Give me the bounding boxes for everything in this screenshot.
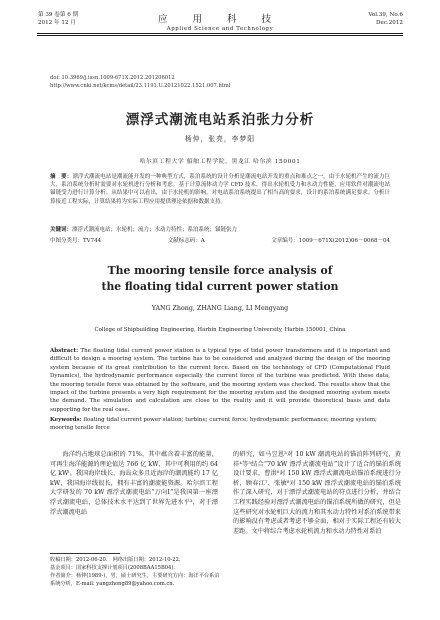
header-rule-thin (37, 35, 403, 36)
footnote-rule (50, 553, 120, 554)
classification-row (50, 236, 390, 244)
body-column-left: 海洋约占地球总面积的 71%，其中蕴含着丰富的能量，可再生海洋能源的理论值达 766 亿 kW，其中可利用的约 64 亿 kWⁱ。我国海岸线长、海岛众多且近海岸的潮流能约 17 亿 kW，我国海岸线很长，拥有丰富的潮流能资源。哈尔滨工程大学研发的 70 kW 漂浮式潮流电站“万向Ⅰ”是我国第一座漂浮式潮流电站，总体技术水平达到了世界先进水平²，对于漂浮式潮流电站 (50, 451, 218, 516)
abstract-en-label: Abstract: (50, 348, 79, 354)
document-code: 文献标志码：A (167, 238, 205, 244)
authors-en: YANG Zhong, ZHANG Liang, LI Mengyang (151, 305, 289, 312)
footnote-bio: 作者简介：杨仲(1989-)，男，硕士研究生，主要研究方向：海洋平台系泊系统分析，E-mail: yangzhong89@yahoo.com.cn. (50, 573, 220, 587)
title-en-line1: The mooring tensile force analysis of (107, 264, 333, 277)
keywords-en-text: floating tidal current power station; turbine; current force; hydrodynamic performance; mooring system; mooring tensile force (50, 417, 377, 432)
abstract-cn-label: 摘 要： (50, 174, 73, 180)
journal-title-cn: 应 用 科 技 (157, 14, 283, 25)
volume-issue-en: Vol.39, No.6 (368, 12, 403, 18)
keywords-en-label: Keywords: (50, 417, 82, 423)
page-title: 漂浮式潮流电站系泊张力分析 (125, 112, 315, 128)
authors-cn: 杨仲，张亮，李梦阳 (184, 135, 256, 143)
journal-title-en: Applied Science and Technology (166, 26, 274, 32)
title-en (0, 263, 440, 295)
footnote-received: 收稿日期：2012-06-20. 网络出版日期：2012-10-22. (50, 557, 181, 563)
issue-date: 2012 年 12 月 (38, 19, 76, 26)
title-en-line2: the floating tidal current power station (101, 280, 339, 293)
keywords-cn-label: 关键词： (50, 227, 73, 233)
abstract-en-text: The floating tidal current power station is a typical type of tidal power transformers and it is important and difficult to design a mooring system. The turbine has to be considered and analyzed during the design of the mooring system because of its great contribution to the current force. Based on the technology of CFD (Computational Fluid Dynamics), the hydrodynamic performance especially the current force of the turbine was predicted. With these data, the mooring tensile force was obtained by the software, and the mooring system was checked. The results show that the impact of the turbine presents a very high requirement for the mooring system and the designed mooring system meets the demand. The simulation and calculation are close to the reality and it will provide theoretical basis and data supporting for the real case. (50, 348, 391, 413)
header-rule (37, 33, 403, 34)
journal-volume-info-en (368, 12, 403, 27)
article-number: 文章编号：1009－671X(2012)06－0068－04 (271, 238, 390, 244)
doi-line[interactable]: doi: 10.3969/j.issn.1009-671X.2012.201206012 (50, 75, 175, 81)
affiliation-cn: 哈尔滨工程大学 船舶工程学院，黑龙江 哈尔滨 150001 (139, 159, 301, 165)
footnote-fund: 基金项目：国家科技支撑计划项目(2008BAA15B04). (50, 565, 176, 571)
affiliation-en: College of Shipbuilding Engineering, Harbin Engineering University, Harbin 150001, China (94, 327, 346, 333)
abstract-en (50, 347, 390, 414)
keywords-cn-text: 漂浮式潮流电站；水轮机；流力；水动力特性；系泊系统；锚链张力 (72, 227, 238, 233)
online-url[interactable]: http://www.cnki.net/kcms/detail/23.1191.U.20121022.1521.007.html (50, 83, 231, 89)
abstract-cn (50, 173, 390, 206)
footnote (50, 556, 220, 588)
issue-date-en: Dec.2012 (376, 19, 403, 26)
abstract-cn-text: 漂浮式潮流电站是潮流能开发的一种典型方式，系泊系统的设计分析是潮流电站开发的重点和难点之一，由于水轮机产生的流力巨大，系泊系统分析时需要对水轮机进行分析和考虑。基于计算流体动力学 CFD 技术，得出水轮机受力和水动力性能，应用软件对潮流电站锚链受力进行计算分析。从结果中可以看出，由于水轮机的影响，对电站系泊系统提出了相当高的要求，设计的系泊系统满足要求。分析计算接近工程实际，计算结果将为实际工程应用提供理论依据和数据支持。 (50, 174, 390, 205)
volume-issue: 第 39 卷第 6 期 (38, 12, 79, 18)
keywords-en (50, 416, 390, 432)
body-column-right: 的研究，如马昱恩³对 10 kW 潮流电站的锚泊阵列研究，黄祥⁴等⁵结合“70 kW 漂浮式潮流电站”设计了适合的锚泊系统设计要求，曹洪⁶对 150 kW 漂浮式潮流电站锚泊系统进行分析，顾春江⁷、张敏⁸对 150 kW 漂浮式潮流电站的锚泊系统作了深入研究，对于漂浮式潮流电站的符点进行分析，并结合工程实践经验对漂浮式潮流电站的锚泊系统所做的研究，但是这些研究对水轮机巨大的流力和其水动力特性对系泊系统带来的影响没有考虑或者考虑不够全面，相对于实际工程还有较大差距。文中将综合考虑水轮机流力和水动力特性对系泊 (233, 451, 401, 535)
keywords-cn (50, 226, 390, 234)
clc-number: 中图分类号：TV744 (50, 238, 102, 244)
